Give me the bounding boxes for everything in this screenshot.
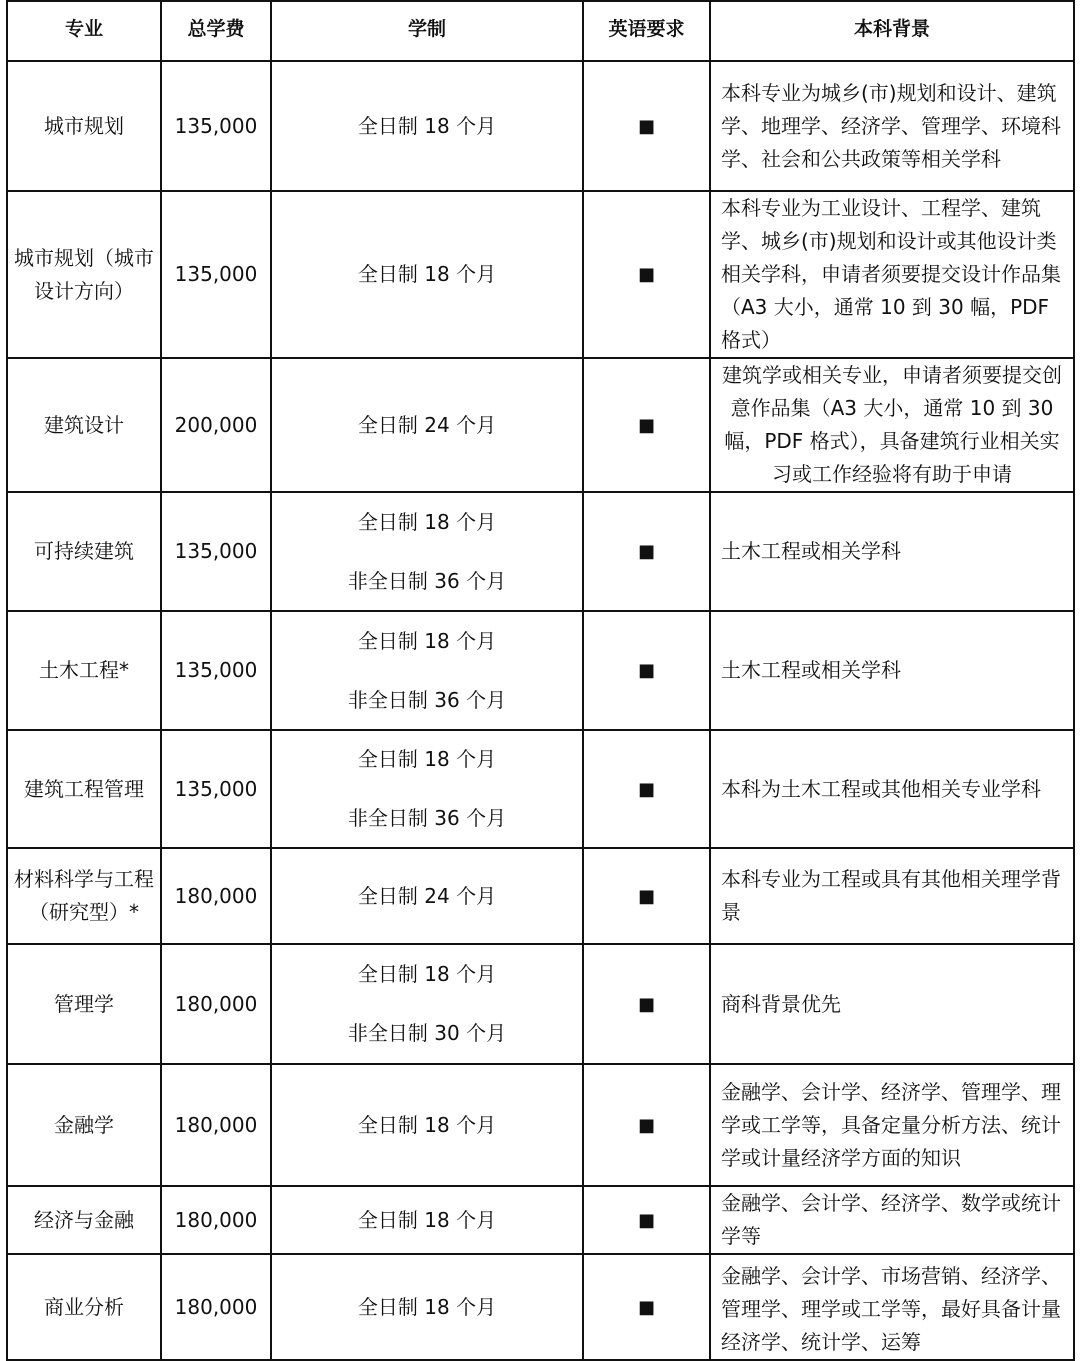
background-cell: 土木工程或相关学科: [710, 611, 1074, 730]
header-major: 专业: [7, 1, 161, 61]
background-cell: 金融学、会计学、经济学、数学或统计学等: [710, 1186, 1074, 1254]
duration-line: 非全日制 36 个月: [347, 687, 507, 712]
table-row: [7, 492, 1074, 611]
fee-cell: 180,000: [161, 944, 271, 1064]
background-cell: 本科专业为工程或具有其他相关理学背景: [710, 848, 1074, 944]
table-row: [7, 358, 1074, 492]
fee-cell: 180,000: [161, 1064, 271, 1186]
duration-cell: [271, 611, 583, 730]
background-cell: 建筑学或相关专业，申请者须要提交创意作品集（A3 大小，通常 10 到 30 幅，PDF 格式），具备建筑行业相关实习或工作经验将有助于申请: [710, 358, 1074, 492]
english-requirement-cell: ■: [583, 730, 710, 848]
duration-cell: [271, 61, 583, 191]
english-requirement-cell: ■: [583, 611, 710, 730]
major-cell: 建筑工程管理: [7, 730, 161, 848]
major-cell: 建筑设计: [7, 358, 161, 492]
duration-line: 全日制 18 个月: [357, 1112, 497, 1137]
header-background: 本科背景: [710, 1, 1074, 61]
major-cell: 城市规划（城市设计方向）: [7, 191, 161, 358]
english-requirement-cell: ■: [583, 358, 710, 492]
duration-line: 全日制 18 个月: [357, 262, 497, 286]
fee-cell: 135,000: [161, 61, 271, 191]
duration-cell: [271, 1186, 583, 1254]
major-cell: 金融学: [7, 1064, 161, 1186]
english-requirement-cell: ■: [583, 191, 710, 358]
english-requirement-cell: ■: [583, 1254, 710, 1360]
english-requirement-cell: ■: [583, 61, 710, 191]
header-row: [7, 1, 1074, 61]
duration-line: 全日制 18 个月: [357, 628, 497, 653]
fee-cell: 200,000: [161, 358, 271, 492]
duration-cell: [271, 1254, 583, 1360]
table-row: [7, 191, 1074, 358]
header-fee: 总学费: [161, 1, 271, 61]
english-requirement-cell: ■: [583, 492, 710, 611]
table-row: [7, 61, 1074, 191]
fee-cell: 135,000: [161, 730, 271, 848]
duration-cell: [271, 944, 583, 1064]
duration-line: 全日制 18 个月: [357, 1294, 497, 1319]
table-row: [7, 1254, 1074, 1360]
background-cell: 金融学、会计学、经济学、管理学、理学或工学等，具备定量分析方法、统计学或计量经济学方面的知识: [710, 1064, 1074, 1186]
background-cell: 土木工程或相关学科: [710, 492, 1074, 611]
duration-line: 全日制 18 个月: [357, 962, 497, 986]
duration-line: 非全日制 30 个月: [347, 1021, 507, 1045]
major-cell: 经济与金融: [7, 1186, 161, 1254]
header-english: 英语要求: [583, 1, 710, 61]
duration-line: 全日制 18 个月: [357, 1207, 497, 1232]
background-cell: 本科专业为城乡(市)规划和设计、建筑学、地理学、经济学、管理学、环境科学、社会和公共政策等相关学科: [710, 61, 1074, 191]
header-duration: 学制: [271, 1, 583, 61]
major-cell: 商业分析: [7, 1254, 161, 1360]
table-row: [7, 1064, 1074, 1186]
background-cell: 商科背景优先: [710, 944, 1074, 1064]
duration-line: 全日制 18 个月: [357, 113, 497, 138]
background-cell: 本科专业为工业设计、工程学、建筑学、城乡(市)规划和设计或其他设计类相关学科，申请者须要提交设计作品集（A3 大小，通常 10 到 30 幅，PDF 格式）: [710, 191, 1074, 358]
background-cell: 本科为土木工程或其他相关专业学科: [710, 730, 1074, 848]
table-row: [7, 611, 1074, 730]
duration-line: 全日制 18 个月: [357, 509, 497, 534]
fee-cell: 180,000: [161, 1186, 271, 1254]
fee-cell: 135,000: [161, 492, 271, 611]
duration-line: 全日制 24 个月: [357, 883, 497, 908]
major-cell: 土木工程*: [7, 611, 161, 730]
major-cell: 材料科学与工程（研究型）*: [7, 848, 161, 944]
english-requirement-cell: ■: [583, 848, 710, 944]
duration-line: 全日制 24 个月: [357, 412, 497, 437]
fee-cell: 135,000: [161, 611, 271, 730]
background-cell: 金融学、会计学、市场营销、经济学、管理学、理学或工学等，最好具备计量经济学、统计学、运筹: [710, 1254, 1074, 1360]
major-cell: 城市规划: [7, 61, 161, 191]
duration-cell: [271, 730, 583, 848]
duration-cell: [271, 492, 583, 611]
fee-cell: 180,000: [161, 1254, 271, 1360]
duration-cell: [271, 358, 583, 492]
duration-cell: [271, 1064, 583, 1186]
duration-line: 非全日制 36 个月: [347, 806, 507, 830]
table-row: [7, 944, 1074, 1064]
major-cell: 管理学: [7, 944, 161, 1064]
table-row: [7, 848, 1074, 944]
table-row: [7, 730, 1074, 848]
english-requirement-cell: ■: [583, 1186, 710, 1254]
english-requirement-cell: ■: [583, 944, 710, 1064]
duration-line: 非全日制 36 个月: [347, 568, 507, 593]
duration-cell: [271, 848, 583, 944]
fee-cell: 180,000: [161, 848, 271, 944]
major-cell: 可持续建筑: [7, 492, 161, 611]
english-requirement-cell: ■: [583, 1064, 710, 1186]
program-table: [6, 0, 1075, 1361]
fee-cell: 135,000: [161, 191, 271, 358]
table-row: [7, 1186, 1074, 1254]
duration-cell: [271, 191, 583, 358]
duration-line: 全日制 18 个月: [357, 747, 497, 771]
